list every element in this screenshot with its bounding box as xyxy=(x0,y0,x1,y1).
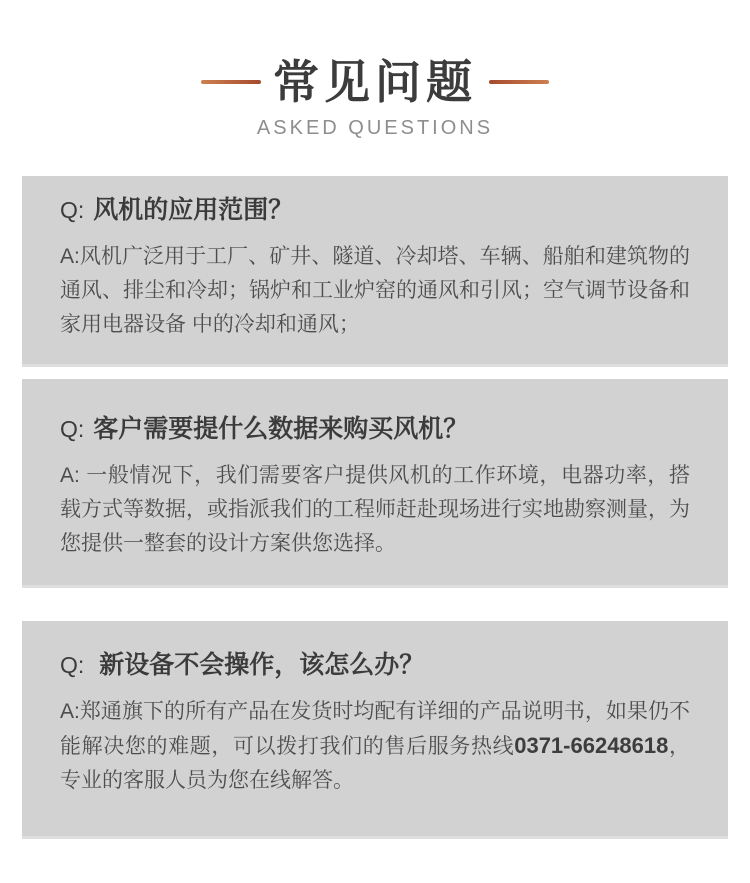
question-prefix: Q: xyxy=(60,652,85,678)
answer-text xyxy=(60,695,690,798)
question-row-1 xyxy=(60,194,690,226)
section-subtitle: ASKED QUESTIONS xyxy=(256,117,494,139)
answer-text: A:风机广泛用于工厂、矿井、隧道、冷却塔、车辆、船舶和建筑物的通风、排尘和冷却；锅炉和工业炉窑的通风和引风；空气调节设备和家用电器设备 中的冷却和通风； xyxy=(60,245,690,336)
phone-number: 0371-66248618 xyxy=(514,733,669,758)
answer-after-phone: ，专业的客服人员为您在线解答。 xyxy=(60,735,691,792)
question-row-3 xyxy=(60,649,690,681)
question-prefix: Q: xyxy=(60,197,85,223)
question-text: 新设备不会操作，该怎么办？ xyxy=(99,651,425,679)
title-row xyxy=(0,56,750,108)
faq-card-3 xyxy=(22,621,728,839)
faq-card-2 xyxy=(22,379,728,588)
question-row-2 xyxy=(60,413,690,445)
section-header xyxy=(0,0,750,140)
answer-text: A: 一般情况下，我们需要客户提供风机的工作环境，电器功率，搭载方式等数据，或指派我们的工程师赶赴现场进行实地勘察测量，为您提供一整套的设计方案供您选择。 xyxy=(60,464,690,555)
question-text: 客户需要提什么数据来购买风机？ xyxy=(93,415,469,443)
title-dash-right xyxy=(489,80,549,84)
question-text: 风机的应用范围？ xyxy=(93,196,294,224)
answer-before-phone: A:郑通旗下的所有产品在发货时均配有详细的产品说明书，如果仍不能解决您的难题，可以拨打我们的售后服务热线 xyxy=(60,700,690,758)
question-prefix: Q: xyxy=(60,416,85,442)
section-title: 常见问题 xyxy=(273,56,477,108)
title-dash-left xyxy=(201,80,261,84)
faq-card-1 xyxy=(22,176,728,367)
